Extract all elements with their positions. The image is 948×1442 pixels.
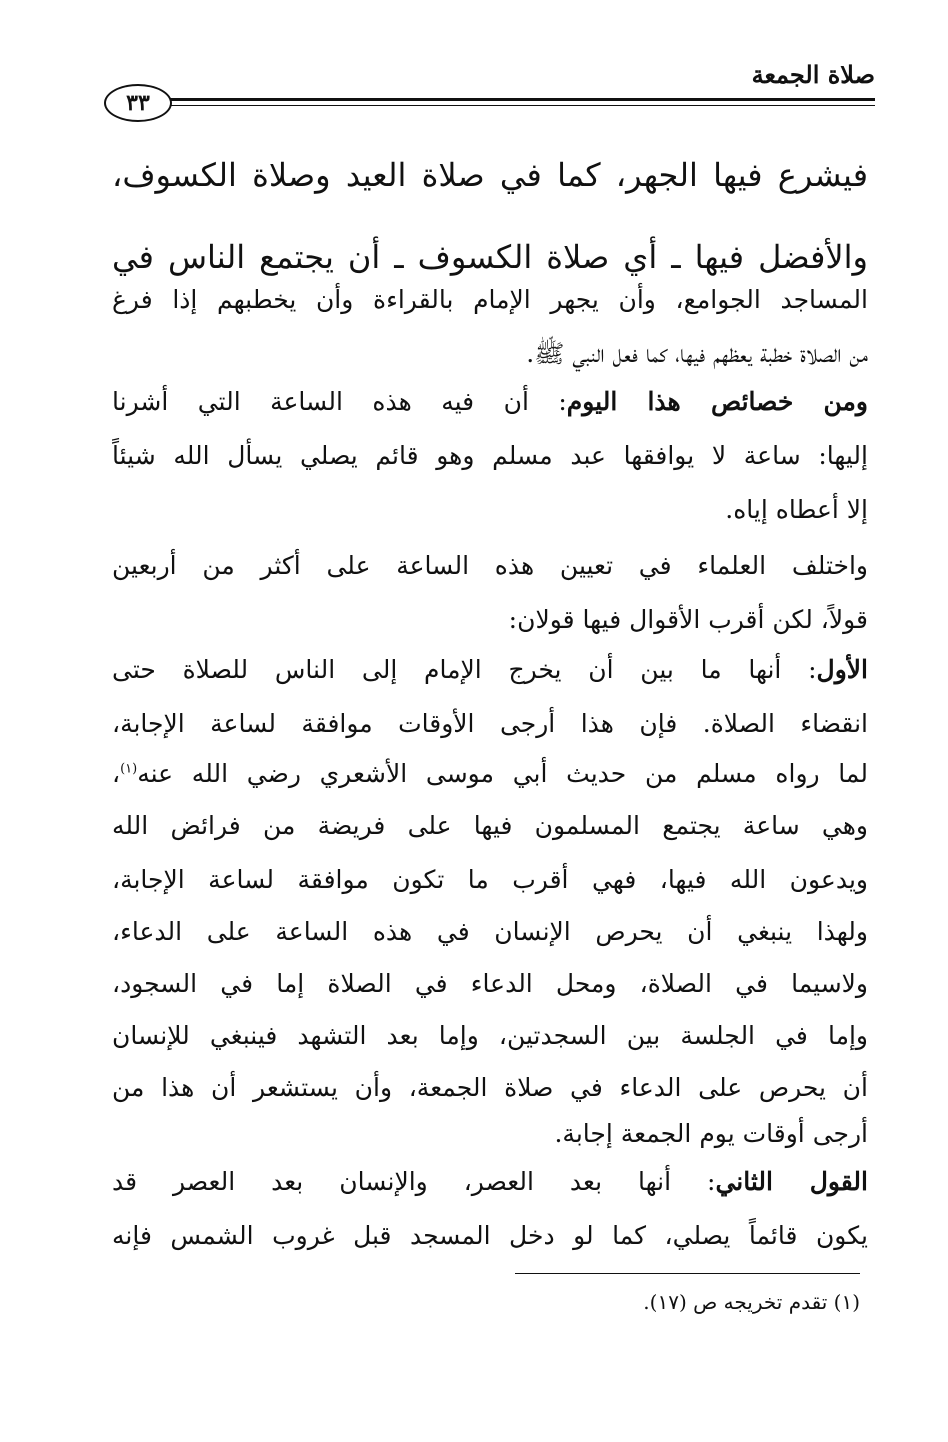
text-run: قولاً، لكن أقرب الأقوال فيها قولان:	[508, 605, 868, 634]
footnote: (١) تقدم تخريجه ص (١٧).	[643, 1290, 860, 1314]
text-line	[112, 1212, 868, 1260]
text-line	[112, 542, 868, 590]
bold-heading: الأول	[816, 655, 868, 684]
text-line	[112, 276, 868, 324]
text-line	[112, 856, 868, 904]
text-line	[112, 330, 868, 378]
bold-heading: القول الثاني	[715, 1167, 868, 1196]
text-run: ولهذا ينبغي أن يحرص الإنسان في هذه الساعة على الدعاء،	[112, 917, 868, 946]
text-run: أن يحرص على الدعاء في صلاة الجمعة، وأن يستشعر أن هذا من	[112, 1073, 868, 1102]
text-line	[112, 646, 868, 694]
text-run: يكون قائماً يصلي، كما لو دخل المسجد قبل غروب الشمس فإنه	[112, 1221, 868, 1250]
footnote-reference: (١)	[120, 761, 138, 777]
bold-heading: ومن خصائص هذا اليوم	[566, 387, 868, 416]
text-run: والأفضل فيها ـ أي صلاة الكسوف ـ أن يجتمع الناس في	[112, 238, 868, 276]
text-run: لما رواه مسلم من حديث أبي موسى الأشعري رضي الله عنه	[137, 759, 868, 788]
text-run: فيشرع فيها الجهر، كما في صلاة العيد وصلاة الكسوف،	[112, 156, 868, 194]
text-run: ويدعون الله فيها، فهي أقرب ما تكون موافقة لساعة الإجابة،	[112, 865, 868, 894]
text-line	[112, 802, 868, 850]
text-run: واختلف العلماء في تعيين هذه الساعة على أكثر من أربعين	[112, 551, 868, 580]
text-run: ،	[112, 759, 121, 788]
text-run: المساجد الجوامع، وأن يجهر الإمام بالقراءة وأن يخطبهم إذا فرغ	[112, 285, 868, 314]
text-run: وهي ساعة يجتمع المسلمون فيها على فريضة من فرائض الله	[112, 811, 868, 840]
text-run: وإما في الجلسة بين السجدتين، وإما بعد التشهد فينبغي للإنسان	[112, 1021, 868, 1050]
running-title: صلاة الجمعة	[751, 60, 875, 89]
text-line	[112, 700, 868, 748]
text-line	[112, 596, 868, 644]
text-run: : أنها ما بين أن يخرج الإمام إلى الناس للصلاة حتى	[112, 655, 817, 684]
text-line	[112, 1158, 868, 1206]
text-run: ولاسيما في الصلاة، ومحل الدعاء في الصلاة إما في السجود،	[112, 969, 868, 998]
text-line	[112, 960, 868, 1008]
text-run: انقضاء الصلاة. فإن هذا أرجى الأوقات موافقة لساعة الإجابة،	[112, 709, 868, 738]
text-line	[112, 750, 868, 798]
text-line	[112, 432, 868, 480]
text-line	[112, 1012, 868, 1060]
text-run: أرجى أوقات يوم الجمعة إجابة.	[554, 1119, 868, 1148]
text-line	[112, 232, 868, 282]
header-rule-thin	[160, 105, 875, 106]
page-number: ٣٣	[104, 84, 172, 122]
text-line	[112, 1064, 868, 1112]
text-run: من الصلاة خطبة يعظهم فيها، كما فعل النبي ﷺ.	[526, 339, 868, 368]
text-line	[112, 1110, 868, 1158]
text-line	[112, 908, 868, 956]
text-line	[112, 378, 868, 426]
header-rule-thick	[160, 98, 875, 101]
text-line	[112, 150, 868, 200]
text-line	[112, 486, 868, 534]
text-run: إلا أعطاه إياه.	[725, 495, 868, 524]
text-run: : أن فيه هذه الساعة التي أشرنا	[112, 387, 567, 416]
page-header	[100, 60, 875, 120]
footnote-separator	[515, 1273, 860, 1274]
text-run: : أنها بعد العصر، والإنسان بعد العصر قد	[112, 1167, 716, 1196]
text-run: إليها: ساعة لا يوافقها عبد مسلم وهو قائم يصلي يسأل الله شيئاً	[112, 441, 868, 470]
